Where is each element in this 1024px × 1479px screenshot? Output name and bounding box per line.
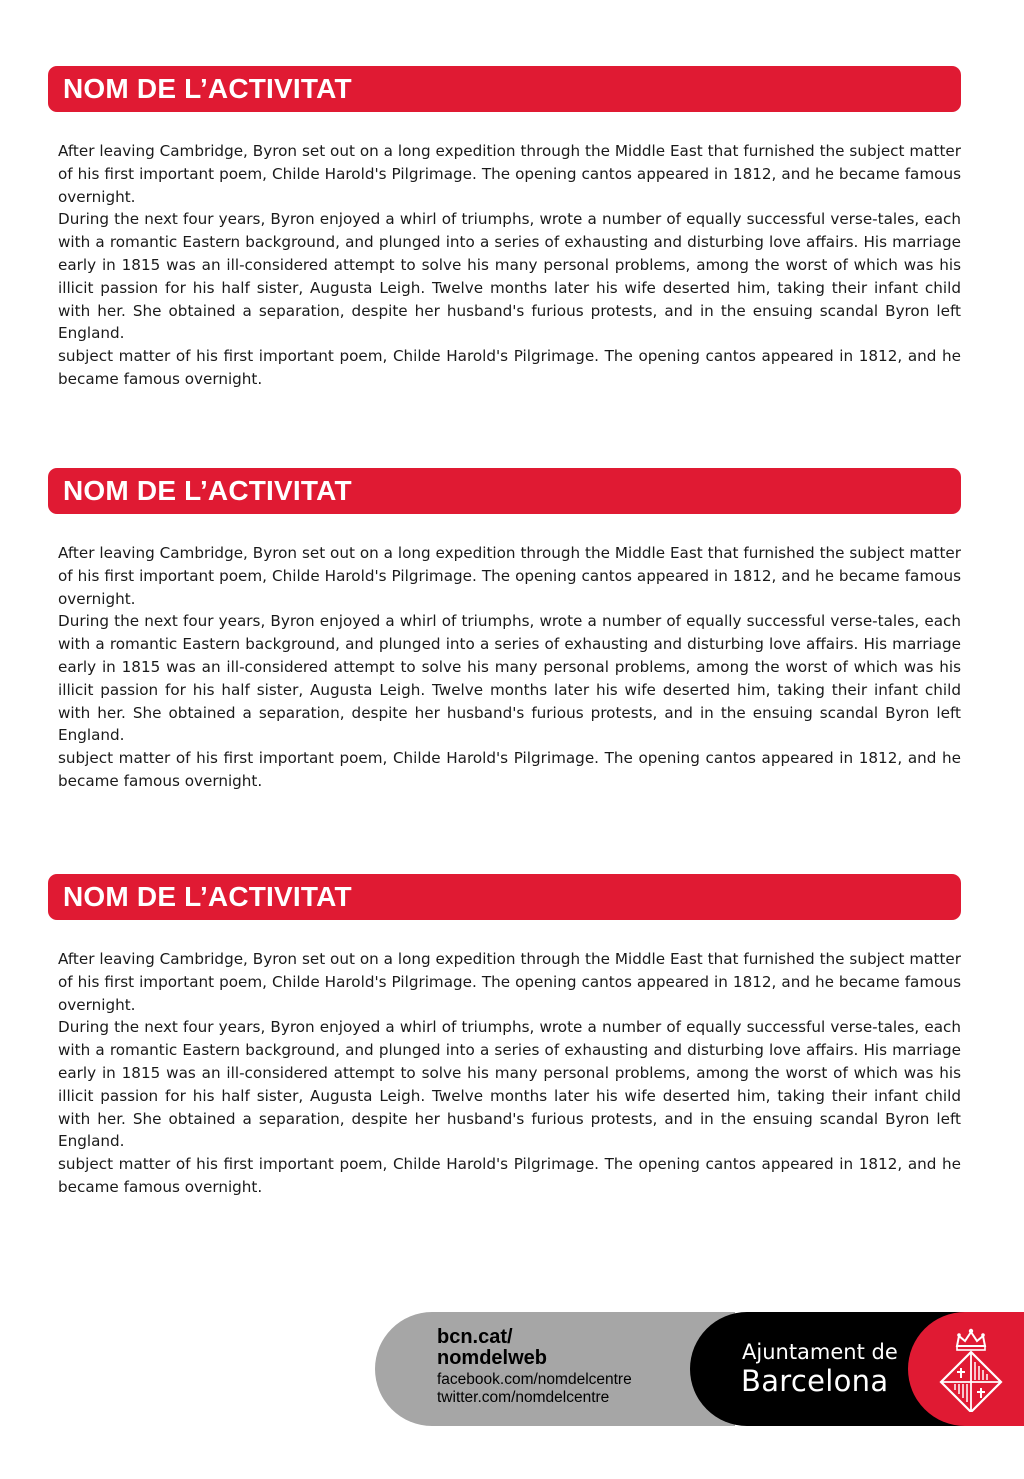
activity-section-1 [48,66,961,391]
activity-section-3 [48,874,961,1199]
section-title: NOM DE L’ACTIVITAT [48,468,961,514]
facebook-link[interactable]: facebook.com/nomdelcentre [437,1371,632,1388]
website-line-1: bcn.cat/ [437,1326,513,1348]
paragraph: During the next four years, Byron enjoyed a whirl of triumphs, wrote a number of equally successful verse-tales, each with a romantic Eastern background, and plunged into a series of exhausting and disturbing love affairs. His marriage early in 1815 was an ill-considered attempt to solve his many personal problems, among the worst of which was his illicit passion for his half sister, Augusta Leigh. Twelve months later his wife deserted him, taking their infant child with her. She obtained a separation, despite her husband's furious protests, and in the ensuing scandal Byron left England. [58,210,961,343]
section-title: NOM DE L’ACTIVITAT [48,874,961,920]
section-body [58,542,961,793]
paragraph: subject matter of his first important poem, Childe Harold's Pilgrimage. The opening cantos appeared in 1812, and he became famous overnight. [58,1155,961,1196]
section-body [58,140,961,391]
footer [375,1312,1024,1426]
paragraph: During the next four years, Byron enjoyed a whirl of triumphs, wrote a number of equally successful verse-tales, each with a romantic Eastern background, and plunged into a series of exhausting and disturbing love affairs. His marriage early in 1815 was an ill-considered attempt to solve his many personal problems, among the worst of which was his illicit passion for his half sister, Augusta Leigh. Twelve months later his wife deserted him, taking their infant child with her. She obtained a separation, despite her husband's furious protests, and in the ensuing scandal Byron left England. [58,612,961,745]
section-body [58,948,961,1199]
footer-contact-panel [375,1312,735,1426]
paragraph: After leaving Cambridge, Byron set out on a long expedition through the Middle East that furnished the subject matter of his first important poem, Childe Harold's Pilgrimage. The opening cantos appeared in 1812, and he became famous overnight. [58,544,961,608]
section-title: NOM DE L’ACTIVITAT [48,66,961,112]
barcelona-crest-icon [935,1326,1007,1412]
org-name-line-2: Barcelona [741,1364,889,1398]
paragraph: subject matter of his first important poem, Childe Harold's Pilgrimage. The opening cantos appeared in 1812, and he became famous overnight. [58,749,961,790]
social-links [437,1371,632,1407]
paragraph: After leaving Cambridge, Byron set out on a long expedition through the Middle East that furnished the subject matter of his first important poem, Childe Harold's Pilgrimage. The opening cantos appeared in 1812, and he became famous overnight. [58,950,961,1014]
website-line-2: nomdelweb [437,1347,548,1369]
paragraph: During the next four years, Byron enjoyed a whirl of triumphs, wrote a number of equally successful verse-tales, each with a romantic Eastern background, and plunged into a series of exhausting and disturbing love affairs. His marriage early in 1815 was an ill-considered attempt to solve his many personal problems, among the worst of which was his illicit passion for his half sister, Augusta Leigh. Twelve months later his wife deserted him, taking their infant child with her. She obtained a separation, despite her husband's furious protests, and in the ensuing scandal Byron left England. [58,1018,961,1151]
website-link[interactable] [437,1327,547,1369]
paragraph: After leaving Cambridge, Byron set out on a long expedition through the Middle East that furnished the subject matter of his first important poem, Childe Harold's Pilgrimage. The opening cantos appeared in 1812, and he became famous overnight. [58,142,961,206]
twitter-link[interactable]: twitter.com/nomdelcentre [437,1389,610,1406]
activity-section-2 [48,468,961,793]
paragraph: subject matter of his first important poem, Childe Harold's Pilgrimage. The opening cantos appeared in 1812, and he became famous overnight. [58,347,961,388]
org-name-line-1: Ajuntament de [742,1340,898,1364]
